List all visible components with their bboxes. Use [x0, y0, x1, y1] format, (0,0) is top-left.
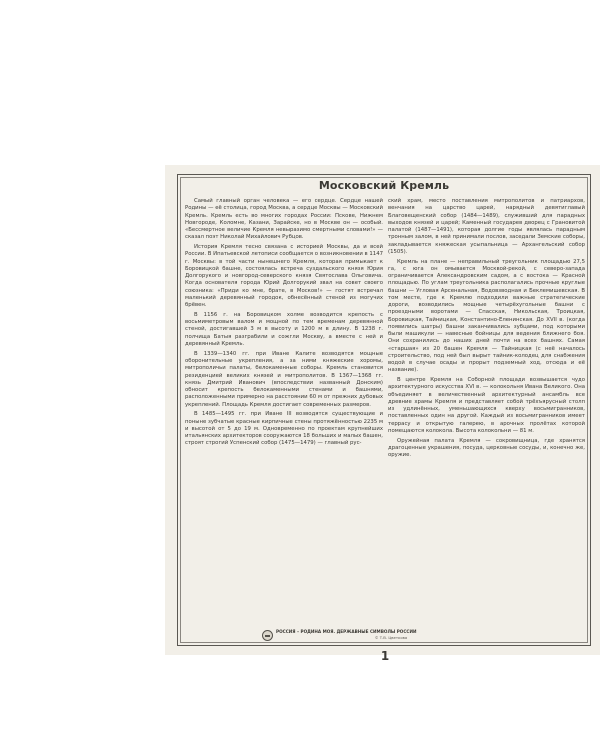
- paragraph: История Кремля тесно связана с историей Москвы, да и всей России. В Ипатьевской летописи сообщается о возникновении в 1147 г. Москвы: в той части нынешнего Кремля, которая примыкает к Боровицкой башне, состоялась встреча суздальского князя Юрия Долгорукого и новгород-северского князя Святослава Ольговича. Когда основателя города Юрий Долгорукий звал на совет своего союзника: «Приди ко мне, брате, в Москов!» — гостят встречал маленький деревянный городок, обнесённый стеной из могучих брёвен.: [185, 244, 383, 309]
- paragraph: Самый главный орган человека — его сердце. Сердце нашей Родины — её столица, город Москва, а сердце Москвы — Московский Кремль. Кремль есть во многих городах России: Пскове, Нижнем Новгороде, Коломне, Казани, Зарайске, но в Москве он — особый. «Бессмертное величие Кремля невыразимо смертными словами!» — сказал поэт Николай Михайлович Рубцов.: [185, 198, 383, 241]
- publisher-logo-icon: [262, 630, 273, 641]
- page-number: 1: [380, 649, 390, 663]
- page-footer: [180, 629, 588, 643]
- paragraph: В 1485—1495 гг. при Иване III возводятся существующие и поныне зубчатые красные кирпичные стены протяжённостью 2235 м и высотой от 5 до 19 м. Одновременно по проектам крупнейших итальянских архитекторов сооружаются 18 больших и малых башен, строят строгий Успенский собор (1475—1479) — главный рус-: [185, 411, 383, 447]
- series-title: РОССИЯ – РОДИНА МОЯ. ДЕРЖАВНЫЕ СИМВОЛЫ РОССИИ: [276, 629, 417, 634]
- paragraph: В 1156 г. на Боровицком холме возводится крепость с восьмиметровым валом и мощной по тем временам деревянной стеной, достигавшей 3 м в высоту и 1200 м в длину. В 1238 г. полчища Батыя разграбили и сожгли Москву, а вместе с ней и деревянный Кремль.: [185, 311, 383, 347]
- paragraph: Оружейная палата Кремля — сокровищница, где хранятся драгоценные украшения, посуда, церковные сосуды, и, конечно же, оружие.: [388, 437, 585, 459]
- page-title: Московский Кремль: [318, 179, 450, 192]
- left-column: [185, 198, 383, 450]
- paragraph: Кремль на плане — неправильный треугольник площадью 27,5 га, с юга он омывается Москвой-рекой, с северо-запада ограничивается Александровским садом, а с востока — Красной площадью. По углам треугольника располагались прочные круглые башни — Угловая Арсенальная, Водовзводная и Беклемишевская. В том месте, где к Кремлю подходили важные стратегические дороги, возводились мощные четырёхугольные башни с проездными воротами — Спасская, Никольская, Троицкая, Боровицкая, Тайницкая, Константино-Еленинская. До XVII в. (когда появились шатры) башни заканчивались зубцами, под которыми были машикули — навесные бойницы для ведения ближнего боя. Они сохранились до наших дней почти на всех башнях. Самая «старшая» из 20 башен Кремля — Тайницкая (с неё началось строительство, под ней был вырыт тайник-колодец для снабжения водой в случае осады и прорыт подземный ход, отсюда и её название).: [388, 258, 585, 374]
- paragraph: В 1339—1340 гг. при Иване Калите возводятся мощные оборонительные укрепления, а за ними княжеские хоромы, митрополичьи палаты, белокаменные соборы. Кремль становится резиденцией великих князей и митрополитов. В 1367—1368 гг. князь Дмитрий Иванович (впоследствии названный Донским) обносит крепость белокаменными стенами и башнями, расположенными примерно на расстоянии 60 м от прежних дубовых укреплений. Площадь Кремля достигает современных размеров.: [185, 350, 383, 408]
- right-column: [388, 198, 585, 462]
- paragraph: ский храм, место поставления митрополитов и патриархов, венчания на царство царей, нарядный девятиглавый Благовещенский собор (1484—1489), служивший для парадных выходов князей и царей; Каменный государев дворец с Грановитой палатой (1487—1491), которая долгие годы являлась парадным тронным залом, в ней принимали послов, заседали Земские соборы, закладывается княжеская усыпальница — Архангельский собор (1505).: [388, 198, 585, 255]
- copyright: © Т.В. Цветкова: [374, 635, 408, 640]
- paragraph: В центре Кремля на Соборной площади возвышается чудо архитектурного искусства XVI в. — колокольня Ивана Великого. Она объединяет в величественный архитектурный ансамбль все древние храмы Кремля и представляет собой трёхъярусный столп из удлинённых, уменьшающихся кверху восьмигранников, поставленных один на другой. Каждый из восьмигранников имеет террасу и открытую галерею, в арочных пролётах которой помещаются колокола. Высота колокольни — 81 м.: [388, 377, 585, 434]
